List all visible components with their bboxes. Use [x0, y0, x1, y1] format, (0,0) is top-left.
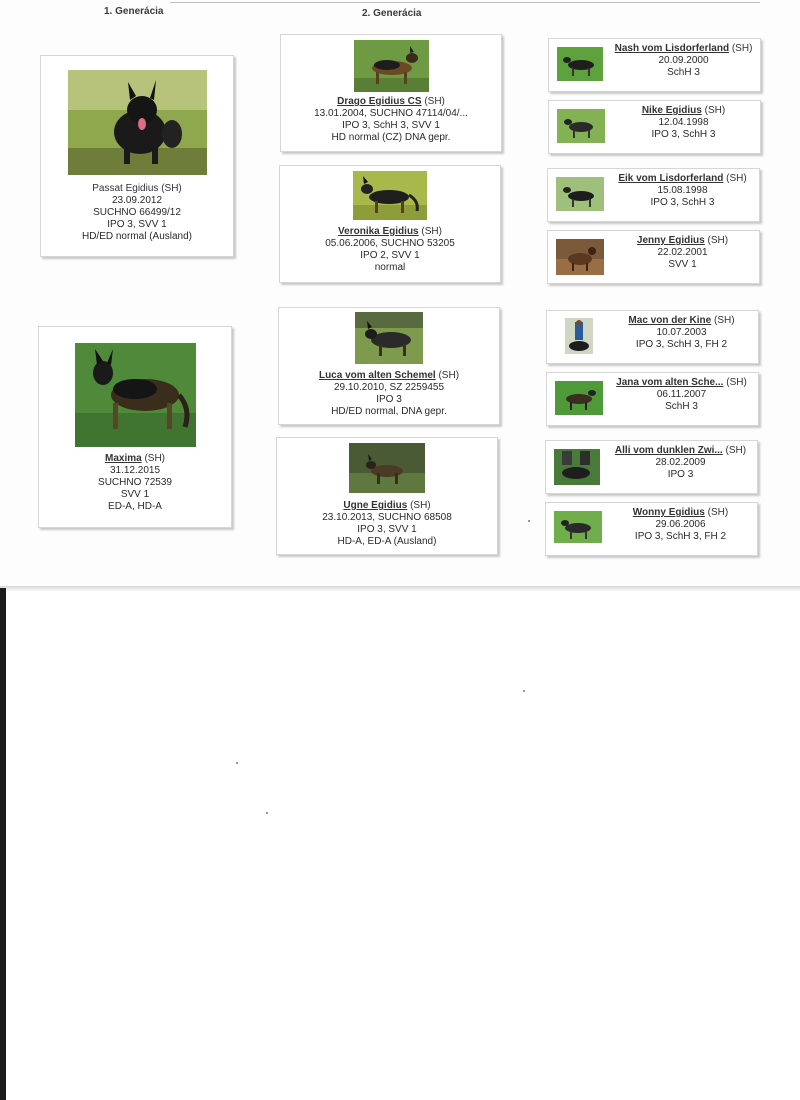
gen1-card-dam[interactable] — [38, 326, 232, 528]
dog-name[interactable]: Jana vom alten Sche... — [616, 377, 724, 388]
dog-name[interactable]: Drago Egidius CS — [337, 96, 422, 107]
dog-detail: 29.06.2006 — [655, 519, 706, 530]
dog-photo — [555, 381, 603, 415]
dog-detail: SchH 3 — [667, 67, 700, 78]
dog-photo — [355, 312, 423, 364]
dog-photo — [353, 171, 427, 220]
dog-name[interactable]: Eik vom Lisdorferland — [618, 173, 724, 184]
dog-detail: IPO 3, SchH 3, FH 2 — [634, 531, 727, 542]
dog-tag: (SH) — [726, 377, 747, 388]
dog-detail: 23.10.2013, SUCHNO 68508 — [322, 512, 452, 523]
dog-tag: (SH) — [161, 183, 182, 194]
dog-name[interactable]: Alli vom dunklen Zwi... — [614, 445, 723, 456]
dog-photo — [565, 318, 593, 354]
dog-tag: (SH) — [726, 173, 747, 184]
dog-name[interactable]: Veronika Egidius — [338, 226, 419, 237]
dog-detail: 29.10.2010, SZ 2259455 — [333, 382, 445, 393]
dog-name[interactable]: Nash vom Lisdorferland — [614, 43, 730, 54]
dog-detail: HD-A, ED-A (Ausland) — [337, 536, 437, 547]
gen3-card[interactable] — [546, 310, 759, 364]
dog-detail: IPO 3, SchH 3 — [651, 129, 716, 140]
dog-name[interactable]: Maxima — [104, 453, 142, 464]
dog-tag: (SH) — [704, 105, 726, 116]
scan-speck — [523, 690, 525, 692]
dog-name[interactable]: Jenny Egidius — [636, 235, 705, 246]
scan-speck — [266, 812, 268, 814]
dog-detail: 13.01.2004, SUCHNO 47114/04/... — [314, 108, 468, 119]
gen3-card[interactable] — [546, 372, 759, 426]
dog-detail: IPO 2, SVV 1 — [360, 250, 420, 261]
dog-detail: 12.04.1998 — [658, 117, 709, 128]
gen2-card[interactable] — [278, 307, 500, 425]
dog-tag: (SH) — [707, 235, 729, 246]
dog-name[interactable]: Nike Egidius — [641, 105, 702, 116]
dog-detail: HD normal (CZ) DNA gepr. — [331, 132, 451, 143]
dog-detail: SUCHNO 72539 — [98, 477, 172, 488]
dog-tag: (SH) — [144, 453, 166, 464]
dog-name[interactable]: Mac von der Kine — [628, 315, 712, 326]
dog-detail: 31.12.2015 — [109, 465, 161, 476]
dog-photo — [556, 177, 604, 211]
dog-detail: HD/ED normal (Ausland) — [81, 231, 193, 242]
dog-detail: SVV 1 — [668, 259, 697, 270]
sheet-shadow — [0, 586, 800, 592]
gen3-card[interactable] — [545, 440, 758, 494]
gen2-card[interactable] — [276, 437, 498, 555]
dog-name[interactable]: Luca vom alten Schemel — [318, 370, 436, 381]
dog-photo — [556, 239, 604, 275]
top-rule — [170, 2, 760, 3]
dog-detail: 23.09.2012 — [111, 195, 163, 206]
gen3-card[interactable] — [548, 100, 761, 154]
dog-tag: (SH) — [707, 507, 729, 518]
dog-photo — [75, 343, 196, 447]
dog-detail: 20.09.2000 — [658, 55, 709, 66]
dog-photo — [68, 70, 207, 175]
dog-tag: (SH) — [424, 96, 445, 107]
gen3-card[interactable] — [547, 230, 760, 284]
gen2-card[interactable] — [280, 34, 502, 152]
dog-detail: IPO 3 — [376, 394, 402, 405]
gen2-card[interactable] — [279, 165, 501, 283]
dog-photo — [557, 47, 603, 81]
dog-name: Passat Egidius — [92, 183, 159, 194]
scan-speck — [528, 520, 530, 522]
dog-detail: 10.07.2003 — [656, 327, 707, 338]
dog-detail: IPO 3, SchH 3, SVV 1 — [342, 120, 440, 131]
dog-detail: IPO 3, SVV 1 — [357, 524, 417, 535]
dog-detail: 15.08.1998 — [657, 185, 708, 196]
scan-edge — [0, 588, 6, 1100]
dog-tag: (SH) — [421, 226, 442, 237]
dog-photo — [557, 109, 605, 143]
dog-tag: (SH) — [725, 445, 747, 456]
dog-detail: IPO 3, SchH 3, FH 2 — [635, 339, 728, 350]
dog-name[interactable]: Wonny Egidius — [632, 507, 705, 518]
dog-tag: (SH) — [731, 43, 753, 54]
dog-detail: ED-A, HD-A — [108, 501, 162, 512]
dog-detail: normal — [374, 262, 406, 273]
dog-detail: HD/ED normal, DNA gepr. — [331, 406, 447, 417]
gen3-card[interactable] — [545, 502, 758, 556]
gen3-card[interactable] — [547, 168, 760, 222]
dog-name[interactable]: Ugne Egidius — [343, 500, 408, 511]
dog-detail: 28.02.2009 — [655, 457, 706, 468]
dog-detail: SchH 3 — [665, 401, 698, 412]
scan-speck — [236, 762, 238, 764]
dog-tag: (SH) — [410, 500, 431, 511]
header-generation-1: 1. Generácia — [104, 6, 164, 17]
header-generation-2: 2. Generácia — [362, 8, 422, 19]
dog-photo — [554, 449, 600, 485]
dog-detail: SVV 1 — [120, 489, 150, 500]
dog-detail: 06.11.2007 — [656, 389, 707, 400]
dog-detail: IPO 3 — [667, 469, 694, 480]
dog-tag: (SH) — [714, 315, 735, 326]
gen1-card-sire[interactable] — [40, 55, 234, 257]
dog-detail: IPO 3, SchH 3 — [650, 197, 715, 208]
dog-detail: SUCHNO 66499/12 — [93, 207, 181, 218]
dog-photo — [354, 40, 429, 92]
gen3-card[interactable] — [548, 38, 761, 92]
dog-detail: 22.02.2001 — [657, 247, 708, 258]
dog-photo — [349, 443, 425, 493]
dog-photo — [554, 511, 602, 543]
dog-detail: IPO 3, SVV 1 — [107, 219, 167, 230]
dog-tag: (SH) — [438, 370, 460, 381]
dog-detail: 05.06.2006, SUCHNO 53205 — [325, 238, 455, 249]
